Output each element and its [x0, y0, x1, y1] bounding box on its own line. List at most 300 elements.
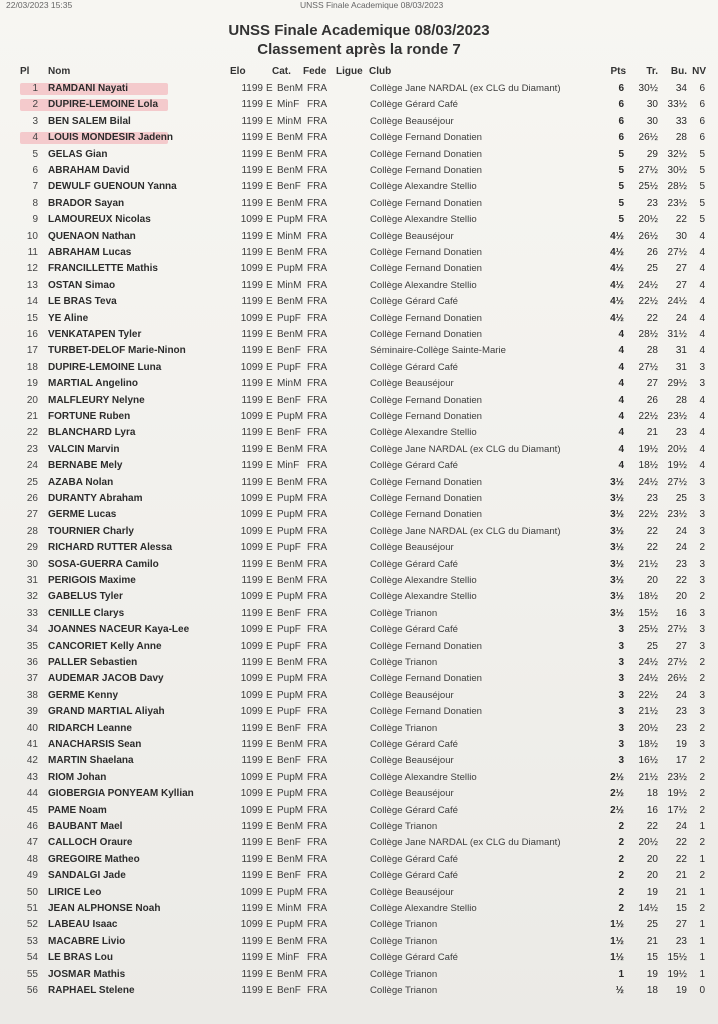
federation-cell: FRA — [307, 837, 327, 849]
table-row — [0, 721, 718, 737]
page-subtitle: Classement après la ronde 7 — [257, 41, 461, 58]
elo-type-cell: E — [266, 739, 273, 750]
player-name: RAPHAEL Stelene — [48, 985, 135, 996]
elo-cell: 1099 — [240, 361, 263, 373]
player-name: TURBET-DELOF Marie-Ninon — [48, 345, 186, 357]
tiebreak-tr-cell: 22½ — [638, 509, 658, 521]
points-cell: 4½ — [610, 230, 624, 242]
player-name: TOURNIER Charly — [48, 525, 134, 537]
rank-cell: 50 — [26, 886, 38, 898]
player-name: YE Aline — [48, 312, 89, 324]
player-name: RIOM Johan — [48, 771, 107, 783]
category-cell: BenF — [277, 427, 301, 439]
nv-cell: 3 — [699, 558, 705, 570]
rank-cell: 32 — [26, 591, 38, 603]
points-cell: 6 — [618, 115, 624, 127]
points-cell: 3½ — [610, 558, 624, 570]
elo-cell: 1199 — [241, 427, 263, 439]
category-cell: PupM — [277, 214, 304, 226]
tiebreak-bu-cell: 24 — [675, 689, 687, 701]
player-name: DUPIRE-LEMOINE Luna — [48, 361, 162, 373]
nv-cell: 3 — [699, 640, 705, 652]
federation-cell: FRA — [307, 853, 327, 865]
category-cell: BenM — [277, 968, 304, 980]
table-row — [0, 950, 718, 966]
player-name: DUPIRE-LEMOINE Lola — [48, 99, 159, 111]
tiebreak-bu-cell: 28 — [675, 394, 687, 406]
points-cell: 2 — [618, 870, 624, 882]
tiebreak-bu-cell: 23 — [675, 706, 687, 718]
elo-type-cell: E — [266, 919, 273, 931]
tiebreak-tr-cell: 20½ — [638, 214, 658, 226]
elo-cell: 1099 — [240, 214, 263, 226]
player-name: BRADOR Sayan — [48, 197, 125, 209]
points-cell: 5 — [618, 181, 624, 193]
nv-cell: 0 — [699, 985, 705, 996]
rank-cell: 16 — [26, 329, 38, 340]
federation-cell: FRA — [307, 624, 327, 636]
club-cell: Collège Fernand Donatien — [370, 706, 483, 718]
federation-cell: FRA — [307, 542, 327, 554]
rank-cell: 34 — [26, 624, 38, 636]
rank-cell: 28 — [26, 525, 38, 537]
elo-cell: 1099 — [240, 312, 263, 324]
elo-cell: 1199 — [241, 821, 263, 832]
tiebreak-bu-cell: 23 — [675, 427, 687, 439]
tiebreak-tr-cell: 24½ — [638, 657, 658, 668]
tiebreak-tr-cell: 25 — [646, 640, 658, 652]
category-cell: PupM — [277, 263, 304, 275]
club-cell: Collège Gérard Café — [370, 624, 458, 636]
points-cell: 3 — [618, 640, 624, 652]
player-name: MARTIAL Angelino — [48, 378, 138, 390]
elo-cell: 1099 — [240, 493, 263, 504]
nv-cell: 3 — [699, 476, 705, 488]
category-cell: PupF — [277, 542, 301, 554]
tiebreak-bu-cell: 15 — [675, 903, 687, 914]
table-row — [0, 917, 718, 933]
elo-cell: 1099 — [240, 624, 263, 636]
player-name: RICHARD RUTTER Alessa — [48, 542, 173, 554]
club-cell: Collège Trianon — [370, 607, 438, 619]
federation-cell: FRA — [307, 722, 327, 734]
table-row — [0, 311, 718, 327]
tiebreak-tr-cell: 20 — [646, 575, 658, 586]
elo-cell: 1199 — [241, 722, 263, 734]
tiebreak-bu-cell: 30 — [675, 230, 687, 242]
club-cell: Collège Beauséjour — [370, 788, 454, 800]
tiebreak-bu-cell: 23½ — [667, 411, 687, 422]
category-cell: BenF — [277, 181, 301, 193]
tiebreak-bu-cell: 26½ — [667, 673, 687, 685]
rank-cell: 3 — [32, 115, 38, 127]
tiebreak-tr-cell: 18½ — [638, 739, 658, 750]
category-cell: MinM — [277, 115, 302, 127]
rank-cell: 17 — [26, 345, 38, 357]
points-cell: 4½ — [610, 296, 624, 308]
nv-cell: 3 — [699, 689, 705, 701]
rank-cell: 41 — [26, 739, 38, 750]
elo-cell: 1199 — [241, 230, 263, 242]
rank-cell: 1 — [32, 83, 38, 94]
category-cell: BenF — [277, 837, 301, 849]
tiebreak-bu-cell: 28 — [675, 132, 687, 144]
tiebreak-tr-cell: 20 — [646, 853, 658, 865]
table-row — [0, 688, 718, 704]
rank-cell: 52 — [26, 919, 38, 931]
nv-cell: 4 — [699, 247, 705, 258]
tiebreak-tr-cell: 25 — [646, 919, 658, 931]
table-row — [0, 212, 718, 228]
tiebreak-tr-cell: 15½ — [638, 607, 658, 619]
elo-type-cell: E — [266, 148, 273, 160]
tiebreak-tr-cell: 22 — [646, 821, 658, 832]
col-bu: Bu. — [670, 66, 687, 77]
tiebreak-tr-cell: 26 — [646, 247, 658, 258]
tiebreak-tr-cell: 21 — [646, 427, 658, 439]
table-row — [0, 737, 718, 753]
points-cell: 2 — [618, 886, 624, 898]
category-cell: BenF — [277, 985, 301, 996]
tiebreak-bu-cell: 30½ — [667, 165, 687, 176]
rank-cell: 14 — [26, 296, 38, 308]
tiebreak-tr-cell: 30½ — [638, 83, 658, 94]
category-cell: BenM — [277, 935, 304, 947]
club-cell: Collège Alexandre Stellio — [370, 771, 477, 783]
elo-type-cell: E — [266, 181, 273, 193]
federation-cell: FRA — [307, 378, 327, 390]
nv-cell: 1 — [699, 935, 705, 947]
points-cell: 3 — [618, 624, 624, 636]
table-row — [0, 819, 718, 835]
tiebreak-bu-cell: 33 — [675, 115, 687, 127]
elo-cell: 1199 — [241, 952, 263, 964]
category-cell: BenM — [277, 296, 304, 308]
tiebreak-tr-cell: 29 — [646, 148, 658, 160]
tiebreak-tr-cell: 21 — [646, 935, 658, 947]
elo-type-cell: E — [266, 115, 273, 127]
federation-cell: FRA — [307, 181, 327, 193]
page-title: UNSS Finale Academique 08/03/2023 — [228, 22, 490, 39]
elo-cell: 1099 — [240, 263, 263, 275]
points-cell: 2½ — [610, 771, 624, 783]
points-cell: 3½ — [610, 509, 624, 521]
player-name: GRAND MARTIAL Aliyah — [48, 706, 165, 718]
tiebreak-tr-cell: 27½ — [638, 165, 658, 176]
elo-type-cell: E — [266, 575, 273, 586]
elo-type-cell: E — [266, 935, 273, 947]
table-row — [0, 294, 718, 310]
rank-cell: 37 — [26, 673, 38, 685]
category-cell: PupM — [277, 411, 304, 422]
nv-cell: 2 — [699, 870, 705, 882]
nv-cell: 3 — [699, 706, 705, 718]
rank-cell: 25 — [26, 476, 38, 488]
points-cell: 6 — [618, 99, 624, 111]
federation-cell: FRA — [307, 394, 327, 406]
elo-cell: 1199 — [241, 968, 263, 980]
club-cell: Collège Beauséjour — [370, 689, 454, 701]
elo-cell: 1199 — [241, 279, 263, 291]
club-cell: Collège Gérard Café — [370, 361, 458, 373]
tiebreak-tr-cell: 20 — [646, 870, 658, 882]
federation-cell: FRA — [307, 903, 327, 914]
federation-cell: FRA — [307, 985, 327, 996]
federation-cell: FRA — [307, 83, 327, 94]
rank-cell: 10 — [26, 230, 38, 242]
nv-cell: 2 — [699, 903, 705, 914]
col-elo: Elo — [230, 66, 246, 77]
club-cell: Collège Fernand Donatien — [370, 132, 483, 144]
points-cell: 4 — [618, 378, 624, 390]
club-cell: Collège Beauséjour — [370, 378, 454, 390]
tiebreak-tr-cell: 20½ — [638, 837, 658, 849]
player-name: VENKATAPEN Tyler — [48, 329, 142, 340]
table-row — [0, 770, 718, 786]
player-name: QUENAON Nathan — [48, 230, 136, 242]
table-row — [0, 81, 718, 97]
nv-cell: 2 — [699, 542, 705, 554]
nv-cell: 2 — [699, 657, 705, 668]
elo-type-cell: E — [266, 197, 273, 209]
player-name: JOANNES NACEUR Kaya-Lee — [48, 624, 190, 636]
rank-cell: 39 — [26, 706, 38, 718]
rank-cell: 48 — [26, 853, 38, 865]
nv-cell: 5 — [699, 181, 705, 193]
nv-cell: 1 — [699, 886, 705, 898]
player-name: LIRICE Leo — [48, 886, 102, 898]
points-cell: 3½ — [610, 591, 624, 603]
category-cell: BenM — [277, 329, 304, 340]
category-cell: BenM — [277, 476, 304, 488]
table-row — [0, 967, 718, 983]
points-cell: 3 — [618, 673, 624, 685]
elo-type-cell: E — [266, 476, 273, 488]
federation-cell: FRA — [307, 329, 327, 340]
federation-cell: FRA — [307, 115, 327, 127]
elo-type-cell: E — [266, 411, 273, 422]
points-cell: 3 — [618, 706, 624, 718]
table-row — [0, 852, 718, 868]
tiebreak-tr-cell: 28 — [646, 345, 658, 357]
elo-cell: 1099 — [240, 509, 263, 521]
federation-cell: FRA — [307, 263, 327, 275]
club-cell: Collège Gérard Café — [370, 460, 458, 472]
federation-cell: FRA — [307, 411, 327, 422]
tiebreak-tr-cell: 26 — [646, 394, 658, 406]
elo-type-cell: E — [266, 673, 273, 685]
player-name: LOUIS MONDESIR Jadenn — [48, 132, 174, 144]
elo-type-cell: E — [266, 689, 273, 701]
points-cell: 1½ — [610, 919, 624, 931]
tiebreak-bu-cell: 27 — [675, 919, 687, 931]
elo-cell: 1199 — [241, 99, 263, 111]
player-name: GABELUS Tyler — [48, 591, 123, 603]
category-cell: BenM — [277, 443, 304, 455]
elo-type-cell: E — [266, 985, 273, 996]
rank-cell: 22 — [26, 427, 38, 439]
col-tr: Tr. — [646, 66, 658, 77]
elo-cell: 1099 — [240, 804, 263, 816]
elo-cell: 1199 — [241, 935, 263, 947]
points-cell: 4 — [618, 460, 624, 472]
points-cell: 4 — [618, 329, 624, 340]
club-cell: Collège Fernand Donatien — [370, 329, 483, 340]
col-ligue: Ligue — [336, 66, 363, 77]
nv-cell: 1 — [699, 853, 705, 865]
category-cell: PupF — [277, 361, 301, 373]
elo-type-cell: E — [266, 853, 273, 865]
points-cell: 4½ — [610, 312, 624, 324]
elo-type-cell: E — [266, 361, 273, 373]
elo-type-cell: E — [266, 296, 273, 308]
federation-cell: FRA — [307, 312, 327, 324]
elo-type-cell: E — [266, 968, 273, 980]
col-fede: Fede — [303, 66, 327, 77]
points-cell: 6 — [618, 132, 624, 144]
elo-cell: 1199 — [241, 443, 263, 455]
table-row — [0, 491, 718, 507]
federation-cell: FRA — [307, 968, 327, 980]
club-cell: Collège Alexandre Stellio — [370, 181, 477, 193]
elo-cell: 1199 — [241, 460, 263, 472]
federation-cell: FRA — [307, 657, 327, 668]
table-row — [0, 114, 718, 130]
rank-cell: 8 — [32, 197, 38, 209]
nv-cell: 4 — [699, 263, 705, 275]
tiebreak-bu-cell: 19 — [675, 985, 687, 996]
elo-type-cell: E — [266, 312, 273, 324]
rank-cell: 12 — [26, 263, 38, 275]
points-cell: 3 — [618, 722, 624, 734]
rank-cell: 31 — [26, 575, 38, 586]
table-row — [0, 245, 718, 261]
tiebreak-tr-cell: 30 — [646, 115, 658, 127]
tiebreak-bu-cell: 15½ — [667, 952, 687, 964]
elo-type-cell: E — [266, 509, 273, 521]
tiebreak-bu-cell: 24 — [675, 821, 687, 832]
tiebreak-bu-cell: 25 — [675, 493, 687, 504]
nv-cell: 1 — [699, 952, 705, 964]
rank-cell: 44 — [26, 788, 38, 800]
nv-cell: 6 — [699, 115, 705, 127]
table-row — [0, 376, 718, 392]
tiebreak-tr-cell: 23 — [646, 197, 658, 209]
federation-cell: FRA — [307, 361, 327, 373]
elo-cell: 1199 — [241, 476, 263, 488]
club-cell: Collège Trianon — [370, 821, 438, 832]
club-cell: Collège Trianon — [370, 968, 438, 980]
federation-cell: FRA — [307, 525, 327, 537]
federation-cell: FRA — [307, 804, 327, 816]
tiebreak-bu-cell: 21 — [675, 886, 687, 898]
rank-cell: 35 — [26, 640, 38, 652]
points-cell: ½ — [615, 985, 624, 996]
nv-cell: 4 — [699, 329, 705, 340]
elo-type-cell: E — [266, 525, 273, 537]
tiebreak-bu-cell: 23 — [675, 722, 687, 734]
federation-cell: FRA — [307, 952, 327, 964]
elo-cell: 1199 — [241, 132, 263, 144]
federation-cell: FRA — [307, 230, 327, 242]
tiebreak-tr-cell: 24½ — [638, 476, 658, 488]
nv-cell: 2 — [699, 771, 705, 783]
club-cell: Collège Trianon — [370, 919, 438, 931]
elo-cell: 1199 — [241, 558, 263, 570]
category-cell: BenM — [277, 197, 304, 209]
club-cell: Collège Gérard Café — [370, 952, 458, 964]
tiebreak-tr-cell: 25½ — [638, 181, 658, 193]
player-name: ANACHARSIS Sean — [48, 739, 142, 750]
tiebreak-bu-cell: 22 — [675, 837, 687, 849]
table-row — [0, 97, 718, 113]
points-cell: 2 — [618, 837, 624, 849]
rank-cell: 40 — [26, 722, 38, 734]
elo-type-cell: E — [266, 607, 273, 619]
table-row — [0, 261, 718, 277]
club-cell: Collège Fernand Donatien — [370, 247, 483, 258]
table-row — [0, 622, 718, 638]
tiebreak-tr-cell: 28½ — [638, 329, 658, 340]
tiebreak-tr-cell: 27½ — [638, 361, 658, 373]
points-cell: 4 — [618, 427, 624, 439]
tiebreak-bu-cell: 21 — [675, 870, 687, 882]
nv-cell: 4 — [699, 296, 705, 308]
elo-type-cell: E — [266, 657, 273, 668]
elo-cell: 1199 — [241, 378, 263, 390]
nv-cell: 3 — [699, 378, 705, 390]
table-row — [0, 147, 718, 163]
category-cell: PupM — [277, 919, 304, 931]
table-row — [0, 540, 718, 556]
rank-cell: 19 — [26, 378, 38, 390]
points-cell: 2½ — [610, 788, 624, 800]
nv-cell: 2 — [699, 755, 705, 767]
points-cell: 6 — [618, 83, 624, 94]
club-cell: Collège Fernand Donatien — [370, 165, 483, 176]
tiebreak-tr-cell: 18½ — [638, 591, 658, 603]
nv-cell: 5 — [699, 214, 705, 226]
elo-cell: 1099 — [240, 673, 263, 685]
points-cell: 4 — [618, 443, 624, 455]
tiebreak-tr-cell: 21½ — [638, 706, 658, 718]
table-row — [0, 130, 718, 146]
tiebreak-tr-cell: 23 — [646, 493, 658, 504]
club-cell: Collège Gérard Café — [370, 804, 458, 816]
nv-cell: 2 — [699, 591, 705, 603]
category-cell: BenM — [277, 83, 304, 94]
nv-cell: 4 — [699, 279, 705, 291]
category-cell: PupM — [277, 525, 304, 537]
tiebreak-bu-cell: 27½ — [667, 476, 687, 488]
elo-type-cell: E — [266, 706, 273, 718]
points-cell: 3 — [618, 689, 624, 701]
rank-cell: 4 — [32, 132, 38, 144]
club-cell: Collège Beauséjour — [370, 115, 454, 127]
tiebreak-tr-cell: 19½ — [638, 443, 658, 455]
player-name: SANDALGI Jade — [48, 870, 126, 882]
player-name: LE BRAS Lou — [48, 952, 113, 964]
player-name: GIOBERGIA PONYEAM Kyllian — [48, 788, 194, 800]
club-cell: Collège Jane NARDAL (ex CLG du Diamant) — [370, 443, 561, 455]
club-cell: Collège Trianon — [370, 935, 438, 947]
nv-cell: 3 — [699, 739, 705, 750]
tiebreak-bu-cell: 23½ — [667, 771, 687, 783]
tiebreak-bu-cell: 24 — [675, 542, 687, 554]
nv-cell: 5 — [699, 148, 705, 160]
club-cell: Collège Fernand Donatien — [370, 312, 483, 324]
table-row — [0, 803, 718, 819]
